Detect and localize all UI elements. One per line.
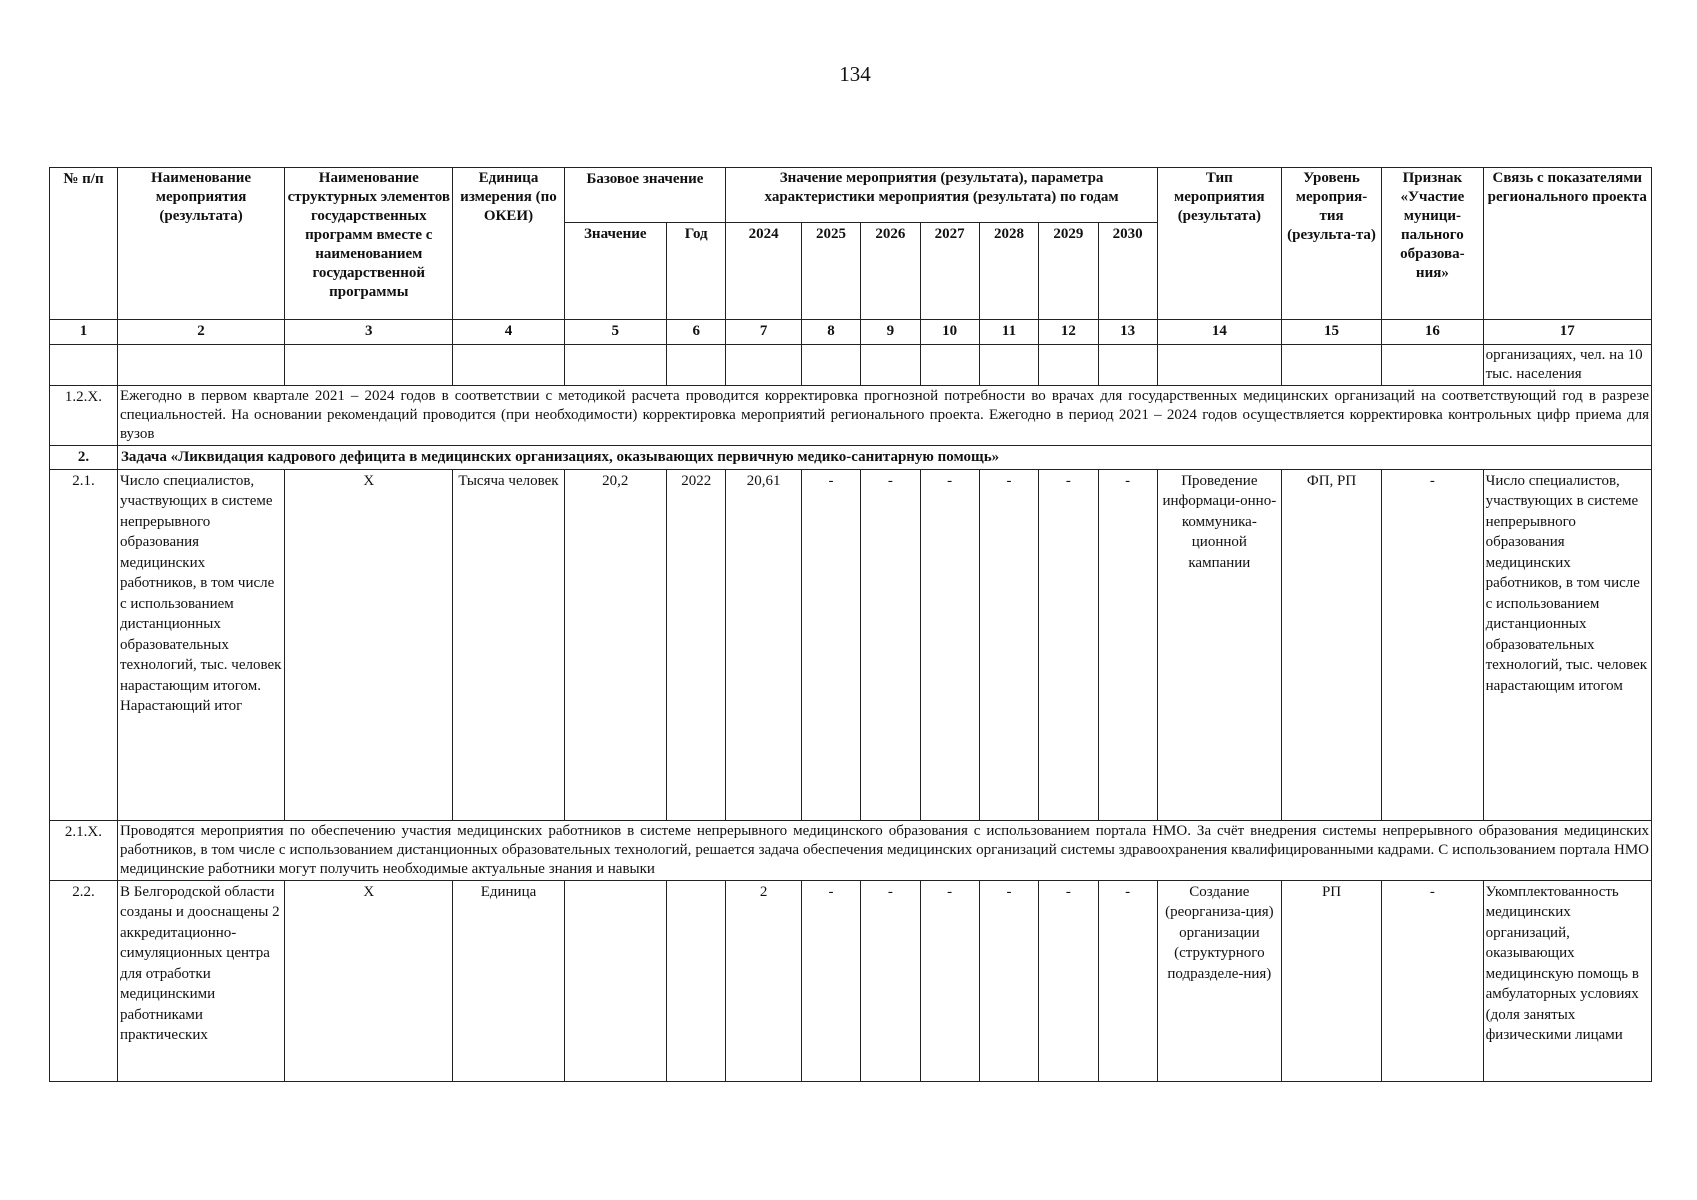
header-year-2030: 2030: [1098, 223, 1157, 320]
column-number: 4: [453, 320, 564, 345]
table-row-2-2: [50, 880, 1652, 1081]
header-base-value: Базовое значение: [564, 168, 726, 223]
base-year: 2022: [667, 469, 726, 820]
measure-type: Проведение информаци-онно-коммуника-ционной кампании: [1157, 469, 1281, 820]
value-2026: -: [861, 469, 920, 820]
value-2027: -: [920, 469, 979, 820]
header-year-2024: 2024: [726, 223, 802, 320]
header-year-2027: 2027: [920, 223, 979, 320]
value-2027: -: [920, 880, 979, 1081]
column-number: 15: [1281, 320, 1381, 345]
column-number: 5: [564, 320, 666, 345]
note-text: Ежегодно в первом квартале 2021 – 2024 годов в соответствии с методикой расчета проводится корректировка прогнозной потребности во врачах для государственных медицинских организаций на соответствующий год в разрезе специальностей. На основании рекомендаций проводится (при необходимости) корректировка мероприятий регионального проекта. Ежегодно в период 2021 – 2024 годов осуществляется корректировка контрольных цифр приема для вузов: [117, 386, 1651, 446]
municipal-flag: -: [1382, 880, 1483, 1081]
note-row-2-1-x: [50, 820, 1652, 880]
value-2029: -: [1039, 469, 1098, 820]
value-2025: -: [801, 880, 860, 1081]
measure-level: ФП, РП: [1281, 469, 1381, 820]
base-value: [564, 880, 666, 1081]
value-2028: -: [979, 469, 1038, 820]
header-year-2028: 2028: [979, 223, 1038, 320]
header-municipal-flag: Признак «Участие муници-пального образова-ния»: [1382, 168, 1483, 320]
column-number: 8: [801, 320, 860, 345]
header-measure-name: Наименование мероприятия (результата): [117, 168, 284, 320]
unit: Тысяча человек: [453, 469, 564, 820]
column-number: 17: [1483, 320, 1651, 345]
column-number: 11: [979, 320, 1038, 345]
header-year-2029: 2029: [1039, 223, 1098, 320]
header-row-1: [50, 168, 1652, 223]
continuation-link-text: организациях, чел. на 10 тыс. населения: [1483, 345, 1651, 386]
row-number: 2.: [50, 446, 118, 470]
structural-element: Х: [285, 469, 453, 820]
continuation-row: [50, 345, 1652, 386]
value-2030: -: [1098, 469, 1157, 820]
header-year-2025: 2025: [801, 223, 860, 320]
header-structural-elements: Наименование структурных элементов государственных программ вместе с наименованием государственной программы: [285, 168, 453, 320]
table-row-2-1: [50, 469, 1652, 820]
column-numbers-row: [50, 320, 1652, 345]
structural-element: Х: [285, 880, 453, 1081]
value-2025: -: [801, 469, 860, 820]
base-value: 20,2: [564, 469, 666, 820]
note-text: Проводятся мероприятия по обеспечению участия медицинских работников в системе непрерывного медицинского образования с использованием портала НМО. За счёт внедрения системы непрерывного образования медицинских работников, в том числе с использованием дистанционных образовательных технологий, решается задача обеспечения медицинских организаций системы здравоохранения квалифицированными кадрами. С использованием портала НМО медицинские работники могут получить необходимые актуальные знания и навыки: [117, 820, 1651, 880]
municipal-flag: -: [1382, 469, 1483, 820]
header-values-by-year: Значение мероприятия (результата), параметра характеристики мероприятия (результата) по годам: [726, 168, 1157, 223]
note-row-1-2-x: [50, 386, 1652, 446]
row-number: 2.1.Х.: [50, 820, 118, 880]
base-year: [667, 880, 726, 1081]
row-number: 2.1.: [50, 469, 118, 820]
value-2028: -: [979, 880, 1038, 1081]
header-link-to-indicators: Связь с показателями регионального проекта: [1483, 168, 1651, 320]
header-unit: Единица измерения (по ОКЕИ): [453, 168, 564, 320]
column-number: 2: [117, 320, 284, 345]
value-2024: 2: [726, 880, 802, 1081]
header-base-value-value: Значение: [564, 223, 666, 320]
column-number: 7: [726, 320, 802, 345]
column-number: 16: [1382, 320, 1483, 345]
measures-table: [49, 167, 1652, 1082]
value-2026: -: [861, 880, 920, 1081]
header-year-2026: 2026: [861, 223, 920, 320]
indicator-link: Число специалистов, участвующих в системе непрерывного образования медицинских работников, в том числе с использованием дистанционных образовательных технологий, тыс. человек нарастающим итогом: [1483, 469, 1651, 820]
header-measure-type: Тип мероприятия (результата): [1157, 168, 1281, 320]
measure-name: Число специалистов, участвующих в системе непрерывного образования медицинских работников, в том числе с использованием дистанционных образовательных технологий, тыс. человек нарастающим итогом. Нарастающий итог: [117, 469, 284, 820]
measure-type: Создание (реорганиза-ция) организации (структурного подразделе-ния): [1157, 880, 1281, 1081]
value-2030: -: [1098, 880, 1157, 1081]
header-num: № п/п: [50, 168, 118, 320]
header-measure-level: Уровень мероприя-тия (результа-та): [1281, 168, 1381, 320]
value-2024: 20,61: [726, 469, 802, 820]
column-number: 14: [1157, 320, 1281, 345]
measure-name: В Белгородской области созданы и дооснащены 2 аккредитационно-симуляционных центра для отработки медицинскими работниками практических: [117, 880, 284, 1081]
column-number: 13: [1098, 320, 1157, 345]
unit: Единица: [453, 880, 564, 1081]
column-number: 6: [667, 320, 726, 345]
column-number: 12: [1039, 320, 1098, 345]
column-number: 10: [920, 320, 979, 345]
header-base-value-year: Год: [667, 223, 726, 320]
column-number: 9: [861, 320, 920, 345]
measure-level: РП: [1281, 880, 1381, 1081]
indicator-link: Укомплектованность медицинских организаций, оказывающих медицинскую помощь в амбулаторных условиях (доля занятых физическими лицами: [1483, 880, 1651, 1081]
row-number: 1.2.X.: [50, 386, 118, 446]
value-2029: -: [1039, 880, 1098, 1081]
task-row-2: [50, 446, 1652, 470]
row-number: 2.2.: [50, 880, 118, 1081]
column-number: 1: [50, 320, 118, 345]
page-number: 134: [839, 62, 871, 86]
task-title: Задача «Ликвидация кадрового дефицита в медицинских организациях, оказывающих первичную медико-санитарную помощь»: [117, 446, 1651, 470]
column-number: 3: [285, 320, 453, 345]
